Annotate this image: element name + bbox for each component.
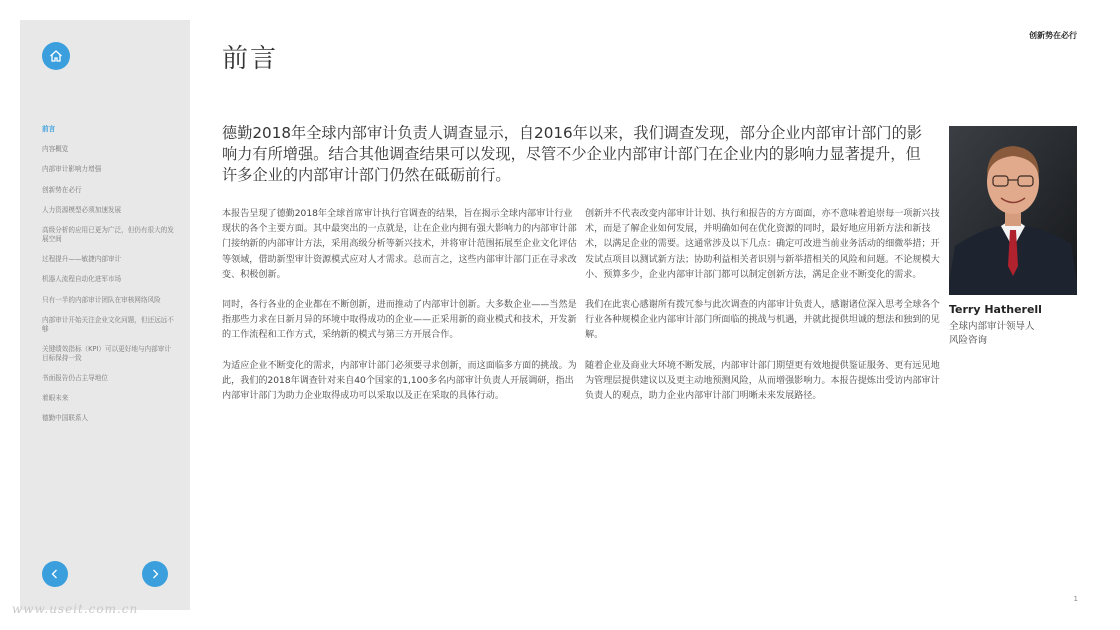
chevron-left-icon [49,568,61,580]
body-paragraph: 为适应企业不断变化的需求，内部审计部门必须要寻求创新，而这面临多方面的挑战。为此，我们的2018年调查针对来自40个国家的1,100多名内部审计负责人开展调研，指出内部审计部门为助力企业取得成功可以采取以及正在采取的具体行动。 [222,360,577,402]
sidebar-item-cyber-risk[interactable]: 只有一半的内部审计团队在审核网络风险 [42,295,161,304]
sidebar [20,20,190,610]
sidebar-item-agile-audit[interactable]: 过程提升——敏捷内部审计 [42,255,122,264]
person-role [949,320,1035,348]
body-paragraph: 同时，各行各业的企业都在不断创新，进而推动了内部审计创新。大多数企业——当然是指那些力求在日新月异的环境中取得成功的企业——正采用新的商业模式和技术，开发新的工作流程和工作方式，采纳新的模式与第三方开展合作。 [222,300,577,341]
body-paragraph: 随着企业及商业大环境不断发展，内部审计部门期望更有效地提供鉴证服务、更有远见地为管理层提供建议以及更主动地预测风险，从而增强影响力。本报告提炼出受访内部审计负责人的观点，助力企业内部审计部门明晰未来发展路径。 [585,360,940,402]
sidebar-item-future[interactable]: 着眼未来 [42,394,69,403]
chevron-right-icon [149,568,161,580]
sidebar-item-rpa[interactable]: 机器人流程自动化进军市场 [42,275,122,284]
sidebar-item-contacts[interactable]: 德勤中国联系人 [42,414,89,423]
sidebar-item-kpi[interactable]: 关键绩效指标（KPI）可以更好地与内部审计目标保持一致 [42,344,171,362]
sidebar-item-influence[interactable]: 内部审计影响力增强 [42,165,102,174]
next-page-button[interactable] [142,561,168,587]
sidebar-item-talent-model[interactable]: 人力资源模型必须加速发展 [42,205,122,214]
sidebar-item-analytics[interactable]: 高级分析的应用已更为广泛，但仍有很大的发展空间 [42,225,174,243]
sidebar-item-reports[interactable]: 书面报告仍占主导地位 [42,374,108,383]
watermark: www.useit.com.cn [12,602,139,616]
portrait-photo [949,126,1077,295]
lead-paragraph: 德勤2018年全球内部审计负责人调查显示，自2016年以来，我们调查发现，部分企业内部审计部门的影响力有所增强。结合其他调查结果可以发现，尽管不少企业内部审计部门在企业内的影响力显著提升，但许多企业的内部审计部门仍然在砥砺前行。 [222,124,922,184]
body-paragraph: 本报告呈现了德勤2018年全球首席审计执行官调查的结果，旨在揭示全球内部审计行业现状的各个主要方面。其中最突出的一点就是，让在企业内拥有强大影响力的内部审计部门接纳新的内部审计方法，采用高级分析等新兴技术，并将审计范围拓展至企业文化评估等领域，借助新型审计资源模式应对人才需求。总而言之，这些内部审计部门正在寻求改变、积极创新。 [222,209,577,280]
body-column-right [585,207,943,419]
body-paragraph: 创新并不代表改变内部审计计划、执行和报告的方方面面，亦不意味着追崇每一项新兴技术，而是了解企业如何发展，并明确如何在优化资源的同时，最好地应用新方法和新技术，以满足企业的需要。这通常涉及以下几点：确定可改进当前业务活动的细微举措；开发试点项目以测试新方法；协助利益相关者识别与新举措相关的风险和问题。不论规模大小、预算多少，企业内部审计部门都可以制定创新方法，满足企业不断变化的需求。 [585,209,940,280]
prev-page-button[interactable] [42,561,68,587]
person-title: 全球内部审计领导人 [949,321,1035,332]
section-tag: 创新势在必行 [1029,31,1077,40]
sidebar-nav [42,125,177,435]
page-title: 前言 [222,44,279,74]
person-dept: 风险咨询 [949,335,988,346]
sidebar-item-culture[interactable]: 内部审计开始关注企业文化问题，但还远远不够 [42,315,174,333]
body-column-left [222,207,580,419]
page-number: 1 [1073,595,1078,603]
sidebar-item-foreword[interactable]: 前言 [42,125,56,133]
home-button[interactable] [42,42,70,70]
home-icon [48,48,64,64]
sidebar-item-innovation[interactable]: 创新势在必行 [42,185,82,194]
person-name: Terry Hatherell [949,303,1042,316]
body-paragraph: 我们在此衷心感谢所有拨冗参与此次调查的内部审计负责人，感谢诸位深入思考全球各个行业各种规模企业内部审计部门所面临的挑战与机遇，并就此提供坦诚的想法和独到的见解。 [585,300,940,341]
sidebar-item-overview[interactable]: 内容概览 [42,145,69,154]
